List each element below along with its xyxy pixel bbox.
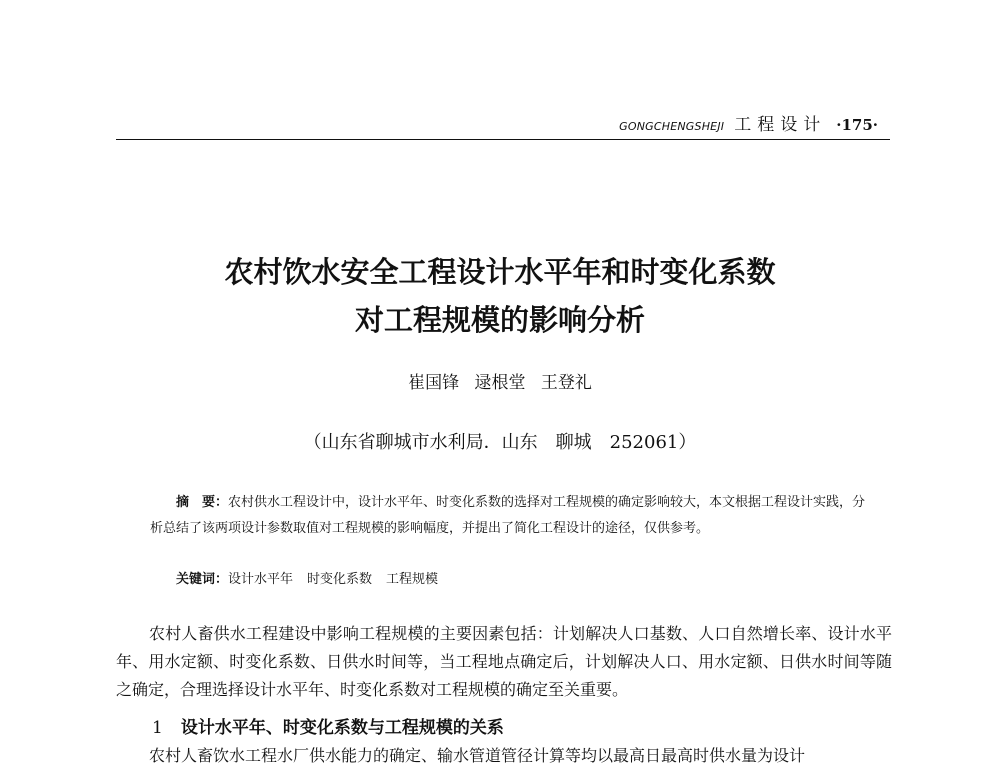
author: 王登礼	[540, 373, 592, 393]
author: 逯根堂	[474, 373, 526, 393]
title-line-1: 农村饮水安全工程设计水平年和时变化系数	[224, 255, 776, 289]
keyword: 设计水平年	[228, 572, 294, 587]
abstract	[150, 490, 868, 542]
header-rule	[116, 139, 890, 140]
section-heading	[152, 713, 504, 738]
running-head	[619, 110, 878, 135]
keywords-label: 关键词：	[176, 572, 229, 587]
section-number: 1	[152, 718, 163, 738]
title-line-2: 对工程规模的影响分析	[354, 303, 645, 337]
abstract-label: 摘 要：	[176, 495, 229, 510]
keyword: 工程规模	[386, 572, 439, 587]
running-head-latin: GONGCHENGSHEJI	[619, 120, 725, 133]
author-list	[0, 368, 1000, 393]
keywords	[176, 568, 452, 587]
page-number: ·175·	[836, 116, 878, 134]
section-title: 设计水平年、时变化系数与工程规模的关系	[180, 718, 504, 738]
paper-title	[0, 248, 1000, 344]
keyword: 时变化系数	[307, 572, 373, 587]
body-paragraph: 农村人畜供水工程建设中影响工程规模的主要因素包括：计划解决人口基数、人口自然增长率、设计水平年、用水定额、时变化系数、日供水时间等，当工程地点确定后，计划解决人口、用水定额、日供水时间等随之确定，合理选择设计水平年、时变化系数对工程规模的确定至关重要。	[116, 624, 892, 699]
affiliation: （山东省聊城市水利局．山东 聊城 252061）	[303, 432, 697, 453]
running-head-journal: 工程设计	[734, 115, 827, 135]
body-paragraph: 农村人畜饮水工程水厂供水能力的确定、输水管道管径计算等均以最高日最高时供水量为设计	[149, 746, 806, 765]
author: 崔国锋	[408, 373, 460, 393]
abstract-text: 农村供水工程设计中，设计水平年、时变化系数的选择对工程规模的确定影响较大，本文根据工程设计实践，分析总结了该两项设计参数取值对工程规模的影响幅度，并提出了简化工程设计的途径，仅供参考。	[150, 495, 866, 536]
